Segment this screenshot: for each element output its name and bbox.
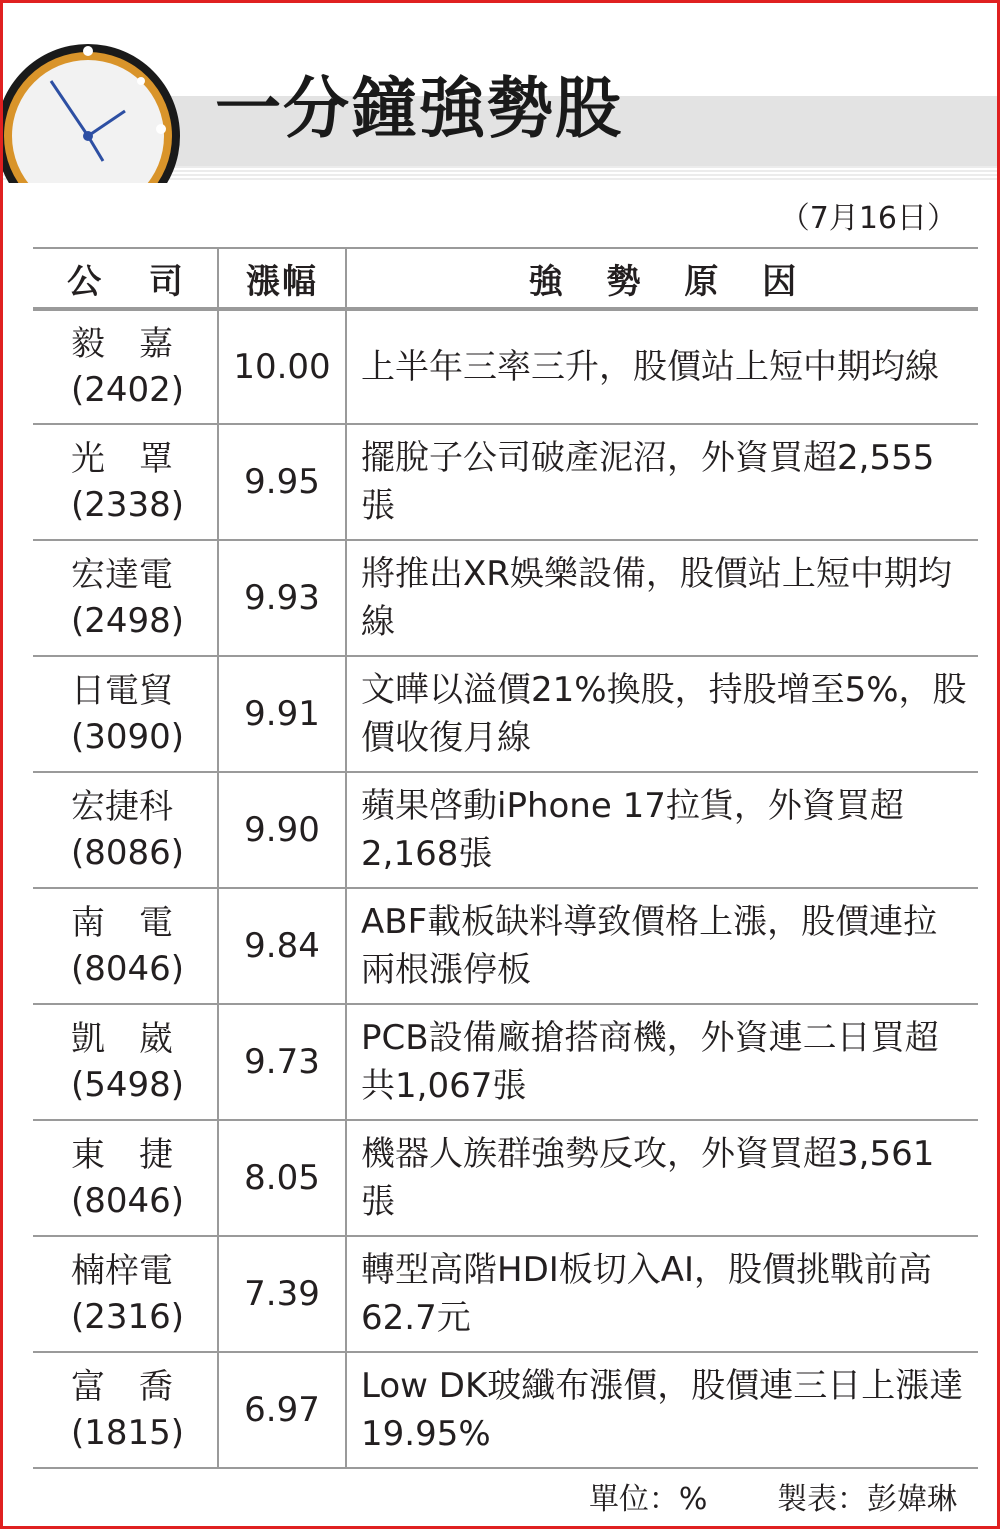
clock-icon bbox=[0, 11, 193, 183]
change-value: 9.93 bbox=[244, 578, 320, 618]
company-cell bbox=[33, 773, 219, 887]
company-cell bbox=[33, 1005, 219, 1119]
reason-cell bbox=[347, 541, 978, 655]
stock-code: (8086) bbox=[71, 833, 185, 873]
reason-text: 文曄以溢價21%換股，持股增至5%，股價收復月線 bbox=[361, 670, 967, 758]
change-cell bbox=[219, 1237, 347, 1351]
reason-cell bbox=[347, 1353, 978, 1467]
company-cell bbox=[33, 657, 219, 771]
company-name: 宏達電 bbox=[71, 555, 173, 595]
company-cell bbox=[33, 541, 219, 655]
reason-cell bbox=[347, 1005, 978, 1119]
table-row bbox=[33, 309, 978, 425]
reason-cell bbox=[347, 1237, 978, 1351]
unit-note: 單位：% bbox=[588, 1482, 708, 1517]
reason-text: 擺脫子公司破產泥沼，外資買超2,555張 bbox=[361, 438, 935, 526]
reason-cell bbox=[347, 425, 978, 539]
table-row bbox=[33, 1237, 978, 1353]
change-cell bbox=[219, 1353, 347, 1467]
stock-code: (2338) bbox=[71, 485, 185, 525]
company-cell bbox=[33, 425, 219, 539]
change-value: 9.73 bbox=[244, 1042, 320, 1082]
reason-cell bbox=[347, 657, 978, 771]
table-row bbox=[33, 773, 978, 889]
table-row bbox=[33, 1121, 978, 1237]
company-cell bbox=[33, 1121, 219, 1235]
change-value: 9.95 bbox=[244, 462, 320, 502]
change-value: 6.97 bbox=[244, 1390, 320, 1430]
footer bbox=[589, 1475, 957, 1525]
reason-cell bbox=[347, 311, 978, 423]
company-cell bbox=[33, 1237, 219, 1351]
stock-code: (2498) bbox=[71, 601, 185, 641]
reason-cell bbox=[347, 773, 978, 887]
company-name: 富 喬 bbox=[71, 1367, 173, 1407]
change-cell bbox=[219, 889, 347, 1003]
stock-code: (1815) bbox=[71, 1413, 185, 1453]
reason-text: 機器人族群強勢反攻，外資買超3,561張 bbox=[361, 1134, 935, 1222]
company-name: 東 捷 bbox=[71, 1135, 173, 1175]
company-name: 凱 崴 bbox=[71, 1019, 173, 1059]
table-row bbox=[33, 1005, 978, 1121]
company-name: 楠梓電 bbox=[71, 1251, 173, 1291]
reason-text: 上半年三率三升，股價站上短中期均線 bbox=[361, 347, 939, 387]
stock-code: (2402) bbox=[71, 370, 185, 410]
table-row bbox=[33, 657, 978, 773]
reason-text: Low DK玻纖布漲價，股價連三日上漲達19.95% bbox=[361, 1366, 964, 1454]
table-body bbox=[33, 309, 978, 1469]
table-row bbox=[33, 425, 978, 541]
change-cell bbox=[219, 1005, 347, 1119]
change-value: 9.91 bbox=[244, 694, 320, 734]
reason-text: 蘋果啓動iPhone 17拉貨，外資買超2,168張 bbox=[361, 786, 904, 874]
reason-text: ABF載板缺料導致價格上漲，股價連拉兩根漲停板 bbox=[361, 902, 938, 990]
change-cell bbox=[219, 1121, 347, 1235]
change-cell bbox=[219, 311, 347, 423]
column-header-company: 公 司 bbox=[33, 249, 219, 307]
reason-text: 將推出XR娛樂設備，股價站上短中期均線 bbox=[361, 554, 952, 642]
change-cell bbox=[219, 541, 347, 655]
table-row bbox=[33, 889, 978, 1005]
company-cell bbox=[33, 889, 219, 1003]
change-value: 7.39 bbox=[244, 1274, 320, 1314]
change-value: 10.00 bbox=[233, 347, 331, 387]
reason-text: 轉型高階HDI板切入AI，股價挑戰前高62.7元 bbox=[361, 1250, 933, 1338]
column-header-reason: 強 勢 原 因 bbox=[528, 261, 813, 302]
stock-code: (3090) bbox=[71, 717, 185, 757]
reason-cell bbox=[347, 889, 978, 1003]
change-value: 9.84 bbox=[244, 926, 320, 966]
change-cell bbox=[219, 657, 347, 771]
column-header-change: 漲幅 bbox=[219, 249, 347, 307]
company-cell bbox=[33, 311, 219, 423]
author-credit: 製表：彭媁琳 bbox=[777, 1482, 957, 1517]
reason-text: PCB設備廠搶搭商機，外資連二日買超共1,067張 bbox=[361, 1018, 939, 1106]
date-label: （7月16日） bbox=[779, 201, 957, 236]
stock-table bbox=[33, 247, 978, 1469]
company-name: 日電貿 bbox=[71, 671, 173, 711]
table-row bbox=[33, 541, 978, 657]
company-name: 毅 嘉 bbox=[71, 324, 173, 364]
stock-code: (8046) bbox=[71, 1181, 185, 1221]
company-name: 宏捷科 bbox=[71, 787, 173, 827]
stock-code: (2316) bbox=[71, 1297, 185, 1337]
stock-code: (5498) bbox=[71, 1065, 185, 1105]
page-title: 一分鐘強勢股 bbox=[215, 70, 623, 147]
stock-code: (8046) bbox=[71, 949, 185, 989]
change-value: 8.05 bbox=[244, 1158, 320, 1198]
table-row bbox=[33, 1353, 978, 1469]
change-value: 9.90 bbox=[244, 810, 320, 850]
table-header-row bbox=[33, 247, 978, 309]
company-cell bbox=[33, 1353, 219, 1467]
change-cell bbox=[219, 425, 347, 539]
reason-cell bbox=[347, 1121, 978, 1235]
company-name: 南 電 bbox=[71, 903, 173, 943]
change-cell bbox=[219, 773, 347, 887]
company-name: 光 罩 bbox=[71, 439, 173, 479]
